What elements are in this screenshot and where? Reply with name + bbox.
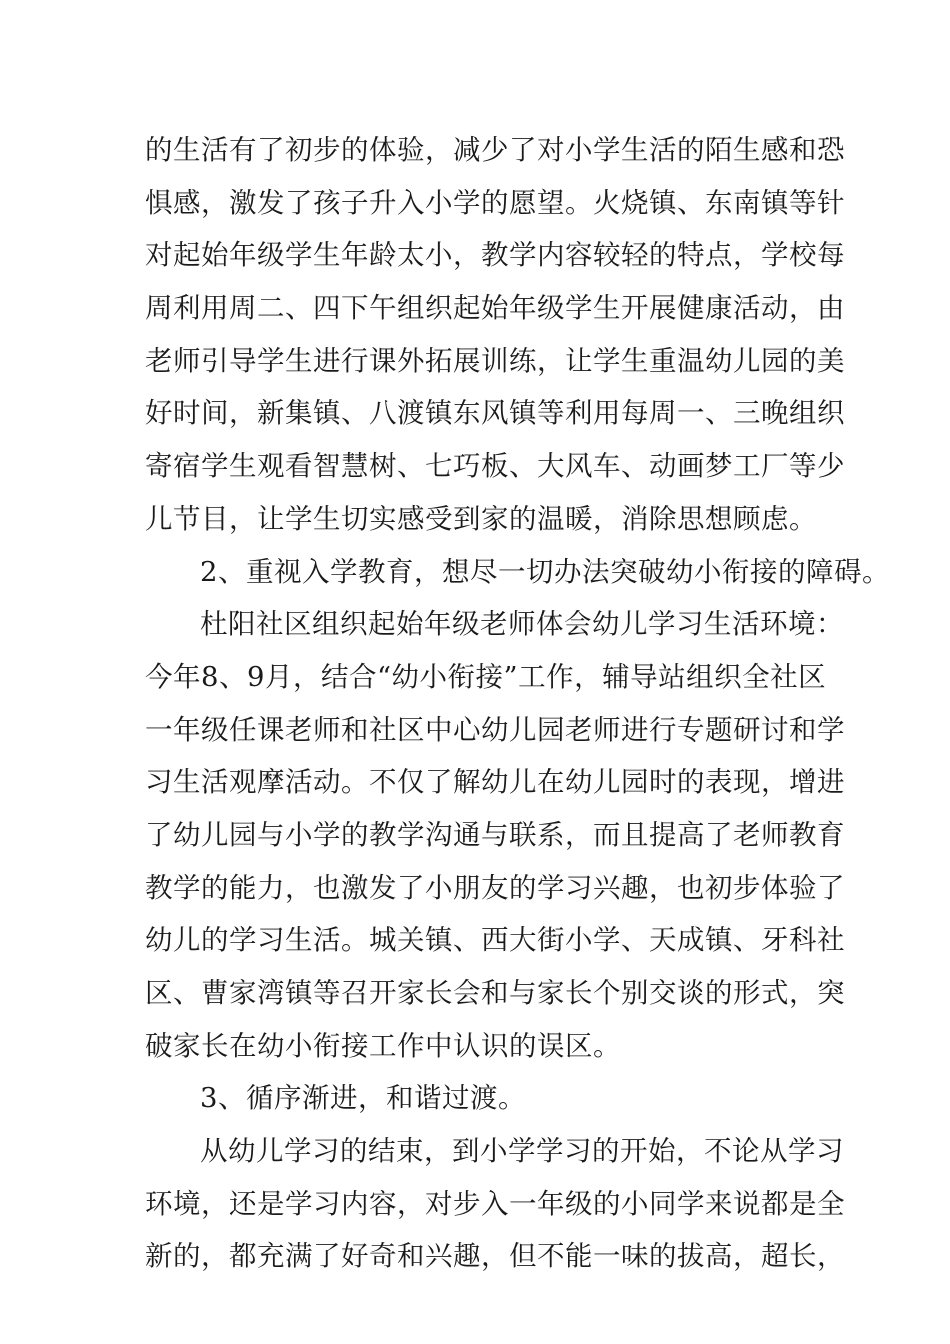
text-line: 儿节目，让学生切实感受到家的温暖，消除思想顾虑。 bbox=[145, 502, 817, 535]
text-line: 今年8、9月，结合“幼小衔接”工作，辅导站组织全社区 bbox=[145, 660, 827, 693]
text-line: 从幼儿学习的结束，到小学学习的开始，不论从学习 bbox=[200, 1135, 844, 1168]
text-line: 新的，都充满了好奇和兴趣，但不能一味的拔高，超长， bbox=[145, 1240, 845, 1273]
text-line: 幼儿的学习生活。城关镇、西大街小学、天成镇、牙科社 bbox=[145, 924, 845, 957]
text-line: 杜阳社区组织起始年级老师体会幼儿学习生活环境： bbox=[200, 608, 844, 641]
text-line: 的生活有了初步的体验，减少了对小学生活的陌生感和恐 bbox=[145, 134, 845, 166]
text-line: 寄宿学生观看智慧树、七巧板、大风车、动画梦工厂等少 bbox=[145, 450, 845, 483]
text-line: 老师引导学生进行课外拓展训练，让学生重温幼儿园的美 bbox=[145, 344, 845, 377]
text-line: 一年级任课老师和社区中心幼儿园老师进行专题研讨和学 bbox=[145, 713, 845, 746]
text-line: 破家长在幼小衔接工作中认识的误区。 bbox=[145, 1029, 621, 1062]
text-line: 对起始年级学生年龄太小，教学内容较轻的特点，学校每 bbox=[145, 239, 845, 272]
text-line: 周利用周二、四下午组织起始年级学生开展健康活动，由 bbox=[145, 292, 845, 325]
section-heading: 3、循序渐进，和谐过渡。 bbox=[200, 1082, 526, 1115]
text-line: 习生活观摩活动。不仅了解幼儿在幼儿园时的表现，增进 bbox=[145, 766, 845, 799]
text-line: 好时间，新集镇、八渡镇东风镇等利用每周一、三晚组织 bbox=[145, 397, 845, 430]
body-text bbox=[145, 124, 890, 1283]
text-line: 环境，还是学习内容，对步入一年级的小同学来说都是全 bbox=[145, 1187, 845, 1220]
text-line: 教学的能力，也激发了小朋友的学习兴趣，也初步体验了 bbox=[145, 871, 845, 904]
section-heading: 2、重视入学教育，想尽一切办法突破幼小衔接的障碍。 bbox=[200, 555, 890, 588]
text-line: 了幼儿园与小学的教学沟通与联系，而且提高了老师教育 bbox=[145, 818, 845, 851]
text-line: 区、曹家湾镇等召开家长会和与家长个别交谈的形式，突 bbox=[145, 977, 845, 1009]
text-line: 惧感，激发了孩子升入小学的愿望。火烧镇、东南镇等针 bbox=[145, 186, 845, 219]
